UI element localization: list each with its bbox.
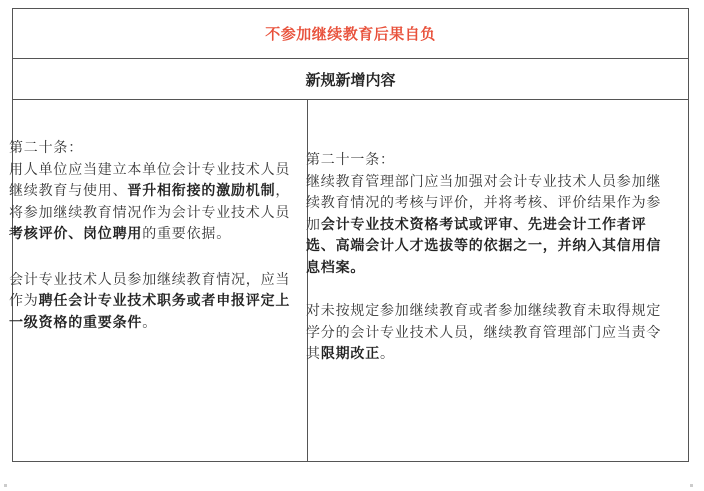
body-text: 。 — [142, 314, 158, 331]
corner-mark-right — [690, 484, 693, 487]
emphasis-text: 会计专业技术资格考试或评审、先进会计工作者评选、高端会计人才选拔等的依据之一，并纳入其信用信息档案。 — [306, 216, 662, 276]
title-row — [13, 9, 688, 59]
emphasis-text: 聘任会计专业技术职务或者申报评定上一级资格的重要条件 — [9, 293, 291, 331]
table-subtitle: 新规新增内容 — [305, 70, 396, 89]
right-paragraph-2 — [306, 301, 672, 366]
table-title: 不参加继续教育后果自负 — [265, 25, 436, 43]
body-text: ，将参加继续教育情况作为会计专业技术人员 — [9, 183, 291, 221]
subtitle-row — [13, 59, 688, 100]
right-cell — [306, 150, 672, 366]
body-text: 的重要依据。 — [142, 226, 232, 242]
emphasis-text: 考核评价、岗位聘用 — [9, 226, 143, 242]
body-text: 会计专业技术人员参加继续教育情况，应当作为 — [9, 271, 291, 309]
left-paragraph-1 — [9, 160, 292, 246]
left-article-title: 第二十条： — [9, 140, 83, 156]
right-article-title: 第二十一条： — [306, 152, 395, 168]
left-paragraph-2 — [9, 270, 292, 335]
emphasis-text: 限期改正 — [320, 346, 381, 362]
emphasis-text: 晋升相衔接的激励机制 — [127, 183, 276, 199]
body-text: 对未按规定参加继续教育或者参加继续教育未取得规定学分的会计专业技术人员，继续教育管理部门应当责令其 — [306, 303, 662, 362]
corner-mark-left — [4, 484, 7, 487]
body-text: 继续教育管理部门应当加强对会计专业技术人员参加继续教育情况的考核与评价，并将考核、评价结果作为参加 — [306, 173, 662, 233]
body-text: 用人单位应当建立本单位会计专业技术人员继续教育与使用、 — [9, 161, 291, 199]
left-cell — [9, 138, 292, 334]
right-paragraph-1 — [306, 172, 672, 280]
body-text: 。 — [380, 346, 395, 362]
